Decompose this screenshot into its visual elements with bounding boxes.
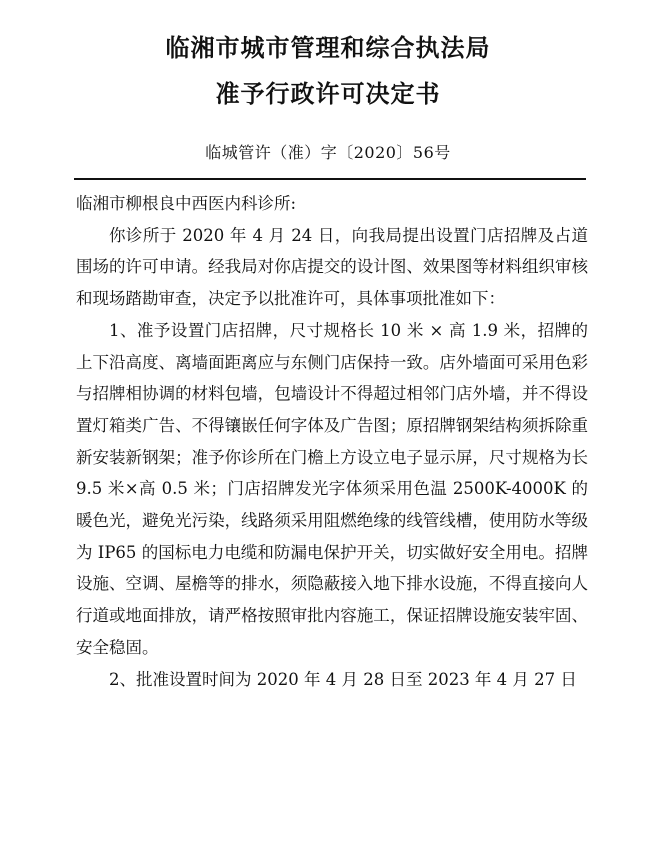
header-divider: [74, 178, 586, 180]
item-2-paragraph: 2、批准设置时间为 2020 年 4 月 28 日至 2023 年 4 月 27 日: [109, 669, 577, 689]
document-number: 临城管许（准）字〔2020〕56号: [205, 143, 451, 162]
agency-name: 临湘市城市管理和综合执法局: [165, 34, 491, 62]
document-title: 准予行政许可决定书: [215, 80, 441, 108]
addressee: 临湘市柳根良中西医内科诊所:: [76, 194, 297, 213]
item-1-paragraph: 1、准予设置门店招牌，尺寸规格长 10 米 × 高 1.9 米，招牌的上下沿高度、离墙面距离应与东侧门店保持一致。店外墙面可采用色彩与招牌相协调的材料包墙，包墙设计不得超过相邻门店外墙，并不得设置灯箱类广告、不得镶嵌任何字体及广告图；原招牌钢架结构须拆除重新安装新钢架；准予你诊所在门檐上方设立电子显示屏，尺寸规格为长 9.5 米×高 0.5 米；门店招牌发光字体须采用色温 2500K-4000K 的暖色光，避免光污染，线路须采用阻燃绝缘的线管线槽，使用防水等级为 IP65 的国标电力电缆和防漏电保护开关，切实做好安全用电。招牌设施、空调、屋檐等的排水，须隐蔽接入地下排水设施，不得直接向人行道或地面排放，请严格按照审批内容施工，保证招牌设施安装牢固、安全稳固。: [76, 320, 588, 657]
intro-paragraph: 你诊所于 2020 年 4 月 24 日，向我局提出设置门店招牌及占道围场的许可申请。经我局对你店提交的设计图、效果图等材料组织审核和现场踏勘审查，决定予以批准许可，具体事项批准如下：: [76, 225, 588, 309]
document-body: [76, 188, 588, 695]
